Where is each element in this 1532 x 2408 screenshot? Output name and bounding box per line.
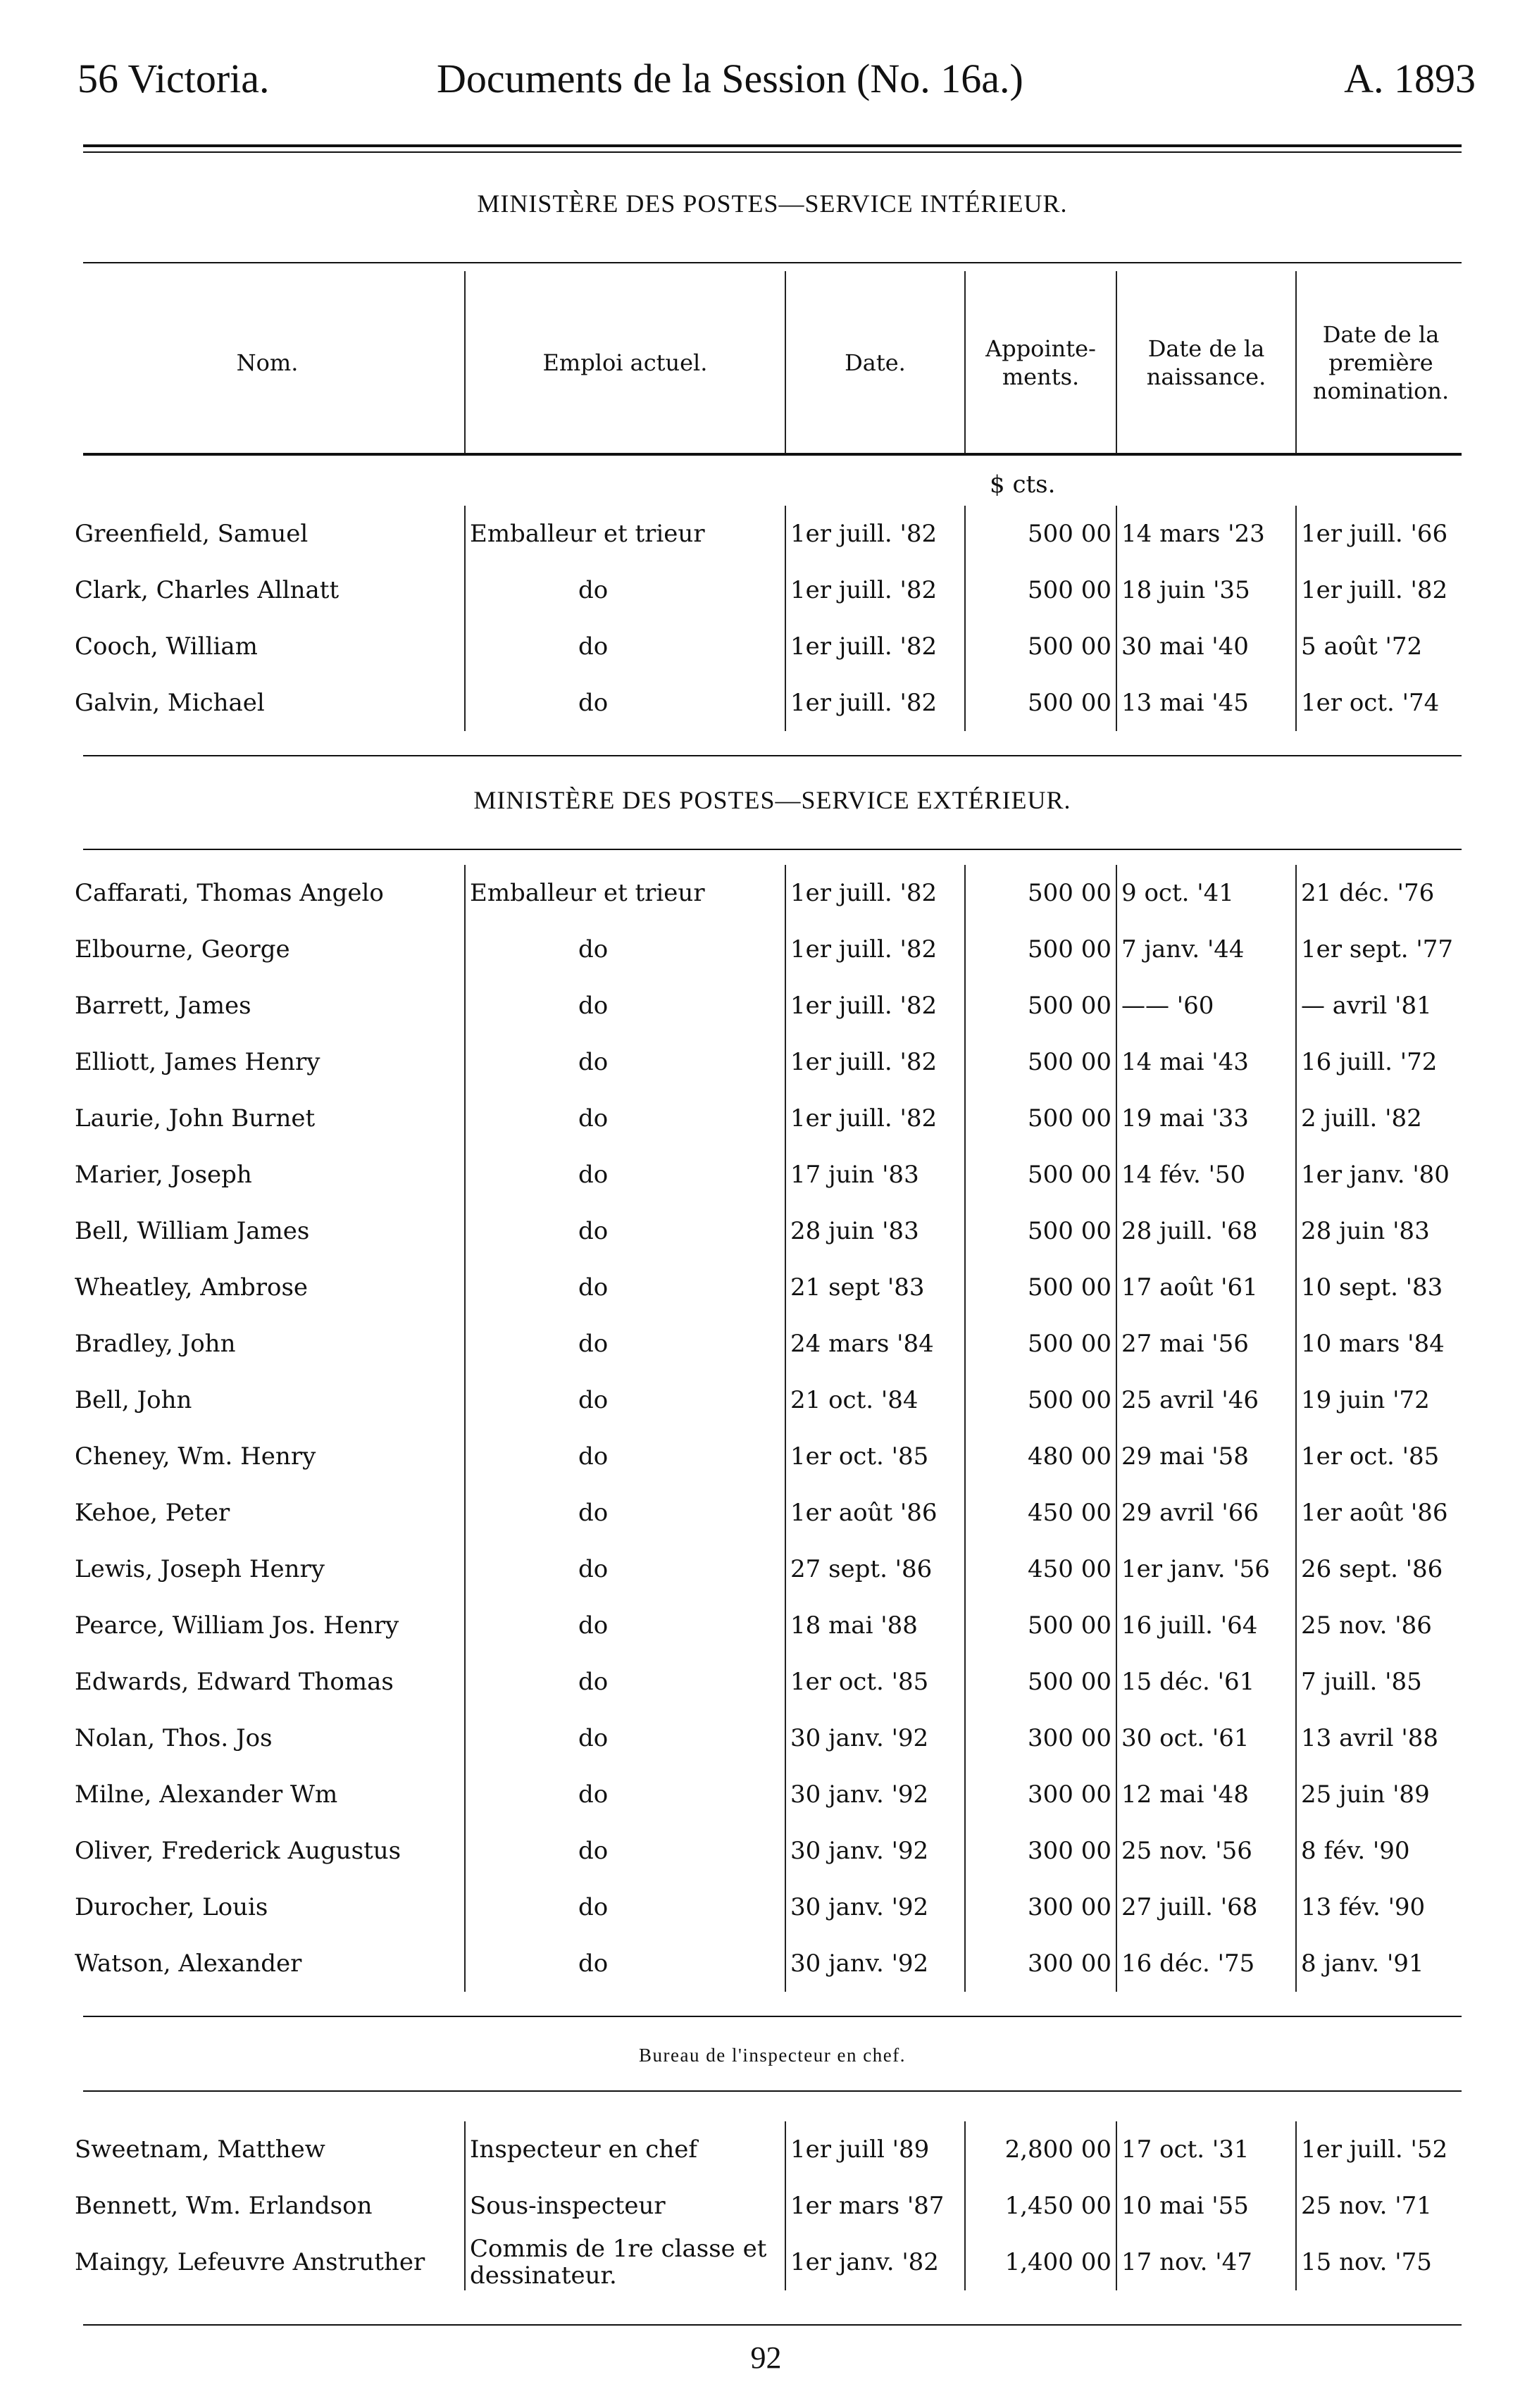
table-row <box>70 865 1465 921</box>
cell-emploi: do <box>465 1766 785 1823</box>
cell-date: 1er juill. '82 <box>785 675 965 731</box>
cell-emploi: do <box>465 1654 785 1710</box>
cell-naissance: 28 juill. '68 <box>1116 1203 1296 1259</box>
cell-emploi: do <box>465 562 785 618</box>
cell-nom: Sweetnam, Matthew <box>75 2135 325 2164</box>
cell-nom: Durocher, Louis <box>75 1893 268 1921</box>
table-row <box>70 562 1465 618</box>
table-row <box>70 1766 1465 1823</box>
cell-premiere: 25 juin '89 <box>1296 1766 1465 1823</box>
cell-naissance: 29 mai '58 <box>1116 1428 1296 1485</box>
cell-appointements: 300 00 <box>965 1710 1116 1766</box>
cell-nom: Kehoe, Peter <box>75 1499 230 1527</box>
cell-naissance: 27 mai '56 <box>1116 1316 1296 1372</box>
cell-date: 1er juill. '82 <box>785 1034 965 1090</box>
cell-nom: Bell, John <box>75 1386 192 1414</box>
cell-naissance: 16 juill. '64 <box>1116 1597 1296 1654</box>
section-rule <box>83 262 1462 263</box>
cell-naissance: 19 mai '33 <box>1116 1090 1296 1147</box>
table-row <box>70 1090 1465 1147</box>
cell-premiere: 25 nov. '86 <box>1296 1597 1465 1654</box>
cell-appointements: 300 00 <box>965 1935 1116 1992</box>
cell-nom: Greenfield, Samuel <box>75 520 309 548</box>
cell-emploi: do <box>465 1090 785 1147</box>
cell-naissance: 10 mai '55 <box>1116 2178 1296 2234</box>
cell-premiere: 26 sept. '86 <box>1296 1541 1465 1597</box>
cell-emploi: Emballeur et trieur <box>465 506 785 562</box>
cell-nom: Cooch, William <box>75 632 258 661</box>
cell-appointements: 500 00 <box>965 1372 1116 1428</box>
cell-date: 18 mai '88 <box>785 1597 965 1654</box>
cell-date: 1er août '86 <box>785 1485 965 1541</box>
section-rule <box>83 755 1462 756</box>
cell-date: 1er juill. '82 <box>785 921 965 978</box>
table-row <box>70 1316 1465 1372</box>
cell-appointements: 450 00 <box>965 1541 1116 1597</box>
section-rule <box>83 2090 1462 2092</box>
cell-premiere: 5 août '72 <box>1296 618 1465 675</box>
section-rule <box>83 2016 1462 2017</box>
cell-premiere: 1er oct. '85 <box>1296 1428 1465 1485</box>
cell-date: 30 janv. '92 <box>785 1710 965 1766</box>
table-row <box>70 675 1465 731</box>
table-row <box>70 618 1465 675</box>
cell-nom: Marier, Joseph <box>75 1161 252 1189</box>
cell-nom: Elbourne, George <box>75 935 290 963</box>
column-header-rule <box>83 453 1462 456</box>
cell-naissance: 13 mai '45 <box>1116 675 1296 731</box>
table-row <box>70 2121 1465 2178</box>
cell-nom: Laurie, John Burnet <box>75 1104 316 1133</box>
cell-emploi: do <box>465 1485 785 1541</box>
cell-premiere: 1er août '86 <box>1296 1485 1465 1541</box>
cell-nom: Clark, Charles Allnatt <box>75 576 340 604</box>
cell-emploi: do <box>465 1147 785 1203</box>
cell-date: 30 janv. '92 <box>785 1879 965 1935</box>
cell-premiere: 28 juin '83 <box>1296 1203 1465 1259</box>
header-year: A. 1893 <box>1344 56 1476 101</box>
cell-appointements: 500 00 <box>965 978 1116 1034</box>
table-row <box>70 2234 1465 2290</box>
cell-premiere: 1er sept. '77 <box>1296 921 1465 978</box>
cell-nom: Oliver, Frederick Augustus <box>75 1837 401 1865</box>
cell-premiere: 7 juill. '85 <box>1296 1654 1465 1710</box>
cell-appointements: 300 00 <box>965 1766 1116 1823</box>
cell-date: 1er oct. '85 <box>785 1428 965 1485</box>
cell-emploi: do <box>465 1428 785 1485</box>
cell-date: 21 oct. '84 <box>785 1372 965 1428</box>
column-header <box>70 271 1465 454</box>
cell-emploi: do <box>465 618 785 675</box>
cell-nom: Bell, William James <box>75 1217 310 1245</box>
table-row <box>70 1654 1465 1710</box>
cell-date: 1er juill. '82 <box>785 978 965 1034</box>
table-exterieur <box>70 865 1465 1992</box>
cell-premiere: 13 fév. '90 <box>1296 1879 1465 1935</box>
cell-emploi: do <box>465 1935 785 1992</box>
cell-emploi: do <box>465 1597 785 1654</box>
col-header-date: Date. <box>785 271 965 454</box>
cell-naissance: 15 déc. '61 <box>1116 1654 1296 1710</box>
cell-appointements: 2,800 00 <box>965 2121 1116 2178</box>
cell-premiere: 8 fév. '90 <box>1296 1823 1465 1879</box>
table-row <box>70 1428 1465 1485</box>
col-header-naissance: Date de la naissance. <box>1116 271 1296 454</box>
cell-appointements: 500 00 <box>965 1034 1116 1090</box>
cell-nom: Wheatley, Ambrose <box>75 1273 309 1302</box>
table-row <box>70 1259 1465 1316</box>
header-rule-thin <box>83 151 1462 153</box>
table-row <box>70 1372 1465 1428</box>
cell-naissance: 12 mai '48 <box>1116 1766 1296 1823</box>
table-bureau <box>70 2121 1465 2290</box>
table-row <box>70 1597 1465 1654</box>
cell-appointements: 500 00 <box>965 1147 1116 1203</box>
cell-premiere: 1er oct. '74 <box>1296 675 1465 731</box>
cell-appointements: 500 00 <box>965 506 1116 562</box>
cell-nom: Milne, Alexander Wm <box>75 1780 338 1809</box>
cell-naissance: 9 oct. '41 <box>1116 865 1296 921</box>
table-row <box>70 1203 1465 1259</box>
cell-nom: Pearce, William Jos. Henry <box>75 1611 399 1640</box>
cell-naissance: 17 nov. '47 <box>1116 2234 1296 2290</box>
cell-nom: Maingy, Lefeuvre Anstruther <box>75 2248 425 2276</box>
cell-appointements: 500 00 <box>965 562 1116 618</box>
cell-premiere: 16 juill. '72 <box>1296 1034 1465 1090</box>
cell-date: 1er juill. '82 <box>785 562 965 618</box>
cell-naissance: 14 mars '23 <box>1116 506 1296 562</box>
table-interieur <box>70 506 1465 731</box>
cell-premiere: — avril '81 <box>1296 978 1465 1034</box>
table-row <box>70 978 1465 1034</box>
cell-emploi: do <box>465 1372 785 1428</box>
cell-premiere: 1er juill. '82 <box>1296 562 1465 618</box>
cell-emploi: do <box>465 1316 785 1372</box>
cell-naissance: 1er janv. '56 <box>1116 1541 1296 1597</box>
header-rule <box>83 144 1462 147</box>
cell-emploi: do <box>465 921 785 978</box>
cell-emploi: do <box>465 1710 785 1766</box>
cell-naissance: 14 fév. '50 <box>1116 1147 1296 1203</box>
cell-emploi: Sous-inspecteur <box>465 2178 785 2234</box>
cell-appointements: 500 00 <box>965 1597 1116 1654</box>
cell-date: 21 sept '83 <box>785 1259 965 1316</box>
cell-premiere: 8 janv. '91 <box>1296 1935 1465 1992</box>
cell-naissance: 18 juin '35 <box>1116 562 1296 618</box>
cell-appointements: 480 00 <box>965 1428 1116 1485</box>
cell-appointements: 500 00 <box>965 1316 1116 1372</box>
cell-naissance: 30 oct. '61 <box>1116 1710 1296 1766</box>
currency-units: $ cts. <box>990 470 1056 499</box>
cell-naissance: 29 avril '66 <box>1116 1485 1296 1541</box>
cell-appointements: 500 00 <box>965 1259 1116 1316</box>
cell-appointements: 300 00 <box>965 1879 1116 1935</box>
cell-appointements: 500 00 <box>965 865 1116 921</box>
cell-nom: Edwards, Edward Thomas <box>75 1668 394 1696</box>
cell-naissance: 25 avril '46 <box>1116 1372 1296 1428</box>
col-header-emploi: Emploi actuel. <box>465 271 785 454</box>
cell-appointements: 500 00 <box>965 675 1116 731</box>
table-row <box>70 1541 1465 1597</box>
cell-appointements: 500 00 <box>965 618 1116 675</box>
cell-emploi: do <box>465 1879 785 1935</box>
cell-premiere: 10 mars '84 <box>1296 1316 1465 1372</box>
cell-premiere: 1er juill. '66 <box>1296 506 1465 562</box>
cell-naissance: 17 oct. '31 <box>1116 2121 1296 2178</box>
section-title-exterieur: MINISTÈRE DES POSTES—SERVICE EXTÉRIEUR. <box>473 786 1071 814</box>
cell-premiere: 10 sept. '83 <box>1296 1259 1465 1316</box>
cell-naissance: 14 mai '43 <box>1116 1034 1296 1090</box>
cell-premiere: 21 déc. '76 <box>1296 865 1465 921</box>
cell-appointements: 500 00 <box>965 921 1116 978</box>
cell-emploi: Emballeur et trieur <box>465 865 785 921</box>
col-header-premiere: Date de la première nomination. <box>1296 271 1465 454</box>
table-row <box>70 1823 1465 1879</box>
cell-naissance: 7 janv. '44 <box>1116 921 1296 978</box>
cell-date: 17 juin '83 <box>785 1147 965 1203</box>
cell-date: 1er janv. '82 <box>785 2234 965 2290</box>
cell-appointements: 450 00 <box>965 1485 1116 1541</box>
cell-appointements: 300 00 <box>965 1823 1116 1879</box>
cell-premiere: 13 avril '88 <box>1296 1710 1465 1766</box>
section-title-interieur: MINISTÈRE DES POSTES—SERVICE INTÉRIEUR. <box>477 189 1068 218</box>
cell-date: 27 sept. '86 <box>785 1541 965 1597</box>
section-title-bureau: Bureau de l'inspecteur en chef. <box>639 2045 906 2066</box>
cell-emploi: Inspecteur en chef <box>465 2121 785 2178</box>
cell-nom: Watson, Alexander <box>75 1950 302 1978</box>
cell-date: 28 juin '83 <box>785 1203 965 1259</box>
running-header <box>77 55 1476 104</box>
cell-nom: Nolan, Thos. Jos <box>75 1724 273 1752</box>
cell-date: 1er juill. '82 <box>785 618 965 675</box>
cell-date: 1er juill '89 <box>785 2121 965 2178</box>
table-row <box>70 1485 1465 1541</box>
cell-naissance: 30 mai '40 <box>1116 618 1296 675</box>
cell-nom: Bennett, Wm. Erlandson <box>75 2192 373 2220</box>
cell-naissance: 17 août '61 <box>1116 1259 1296 1316</box>
cell-date: 1er juill. '82 <box>785 1090 965 1147</box>
cell-appointements: 500 00 <box>965 1090 1116 1147</box>
header-title: Documents de la Session (No. 16a.) <box>437 56 1023 101</box>
cell-premiere: 1er juill. '52 <box>1296 2121 1465 2178</box>
cell-nom: Cheney, Wm. Henry <box>75 1442 316 1471</box>
cell-date: 30 janv. '92 <box>785 1935 965 1992</box>
cell-date: 24 mars '84 <box>785 1316 965 1372</box>
cell-emploi: do <box>465 1823 785 1879</box>
page-number: 92 <box>750 2340 782 2375</box>
cell-nom: Galvin, Michael <box>75 689 265 717</box>
col-header-nom: Nom. <box>236 349 299 376</box>
cell-emploi: do <box>465 978 785 1034</box>
table-row <box>70 1147 1465 1203</box>
cell-nom: Elliott, James Henry <box>75 1048 320 1076</box>
section-rule <box>83 849 1462 850</box>
cell-date: 30 janv. '92 <box>785 1766 965 1823</box>
cell-date: 1er juill. '82 <box>785 865 965 921</box>
table-row <box>70 1034 1465 1090</box>
cell-premiere: 2 juill. '82 <box>1296 1090 1465 1147</box>
cell-date: 1er oct. '85 <box>785 1654 965 1710</box>
cell-appointements: 1,400 00 <box>965 2234 1116 2290</box>
cell-naissance: 27 juill. '68 <box>1116 1879 1296 1935</box>
cell-appointements: 1,450 00 <box>965 2178 1116 2234</box>
cell-emploi: Commis de 1re classe et dessinateur. <box>465 2234 785 2290</box>
cell-naissance: 25 nov. '56 <box>1116 1823 1296 1879</box>
cell-emploi: do <box>465 1541 785 1597</box>
header-session: 56 Victoria. <box>77 56 270 101</box>
cell-premiere: 19 juin '72 <box>1296 1372 1465 1428</box>
table-row <box>70 2178 1465 2234</box>
cell-date: 1er juill. '82 <box>785 506 965 562</box>
table-row <box>70 1879 1465 1935</box>
cell-date: 30 janv. '92 <box>785 1823 965 1879</box>
col-header-appointements: Appointe-ments. <box>965 271 1116 454</box>
cell-nom: Caffarati, Thomas Angelo <box>75 879 384 907</box>
cell-date: 1er mars '87 <box>785 2178 965 2234</box>
cell-naissance: —— '60 <box>1116 978 1296 1034</box>
cell-nom: Bradley, John <box>75 1330 236 1358</box>
cell-emploi: do <box>465 1203 785 1259</box>
cell-emploi: do <box>465 675 785 731</box>
cell-nom: Lewis, Joseph Henry <box>75 1555 325 1583</box>
cell-emploi: do <box>465 1259 785 1316</box>
table-row <box>70 1710 1465 1766</box>
table-row <box>70 1935 1465 1992</box>
cell-naissance: 16 déc. '75 <box>1116 1935 1296 1992</box>
cell-premiere: 15 nov. '75 <box>1296 2234 1465 2290</box>
footer-rule <box>83 2324 1462 2326</box>
table-row <box>70 921 1465 978</box>
table-row <box>70 506 1465 562</box>
cell-premiere: 25 nov. '71 <box>1296 2178 1465 2234</box>
cell-emploi: do <box>465 1034 785 1090</box>
cell-nom: Barrett, James <box>75 992 251 1020</box>
cell-appointements: 500 00 <box>965 1654 1116 1710</box>
cell-appointements: 500 00 <box>965 1203 1116 1259</box>
cell-premiere: 1er janv. '80 <box>1296 1147 1465 1203</box>
